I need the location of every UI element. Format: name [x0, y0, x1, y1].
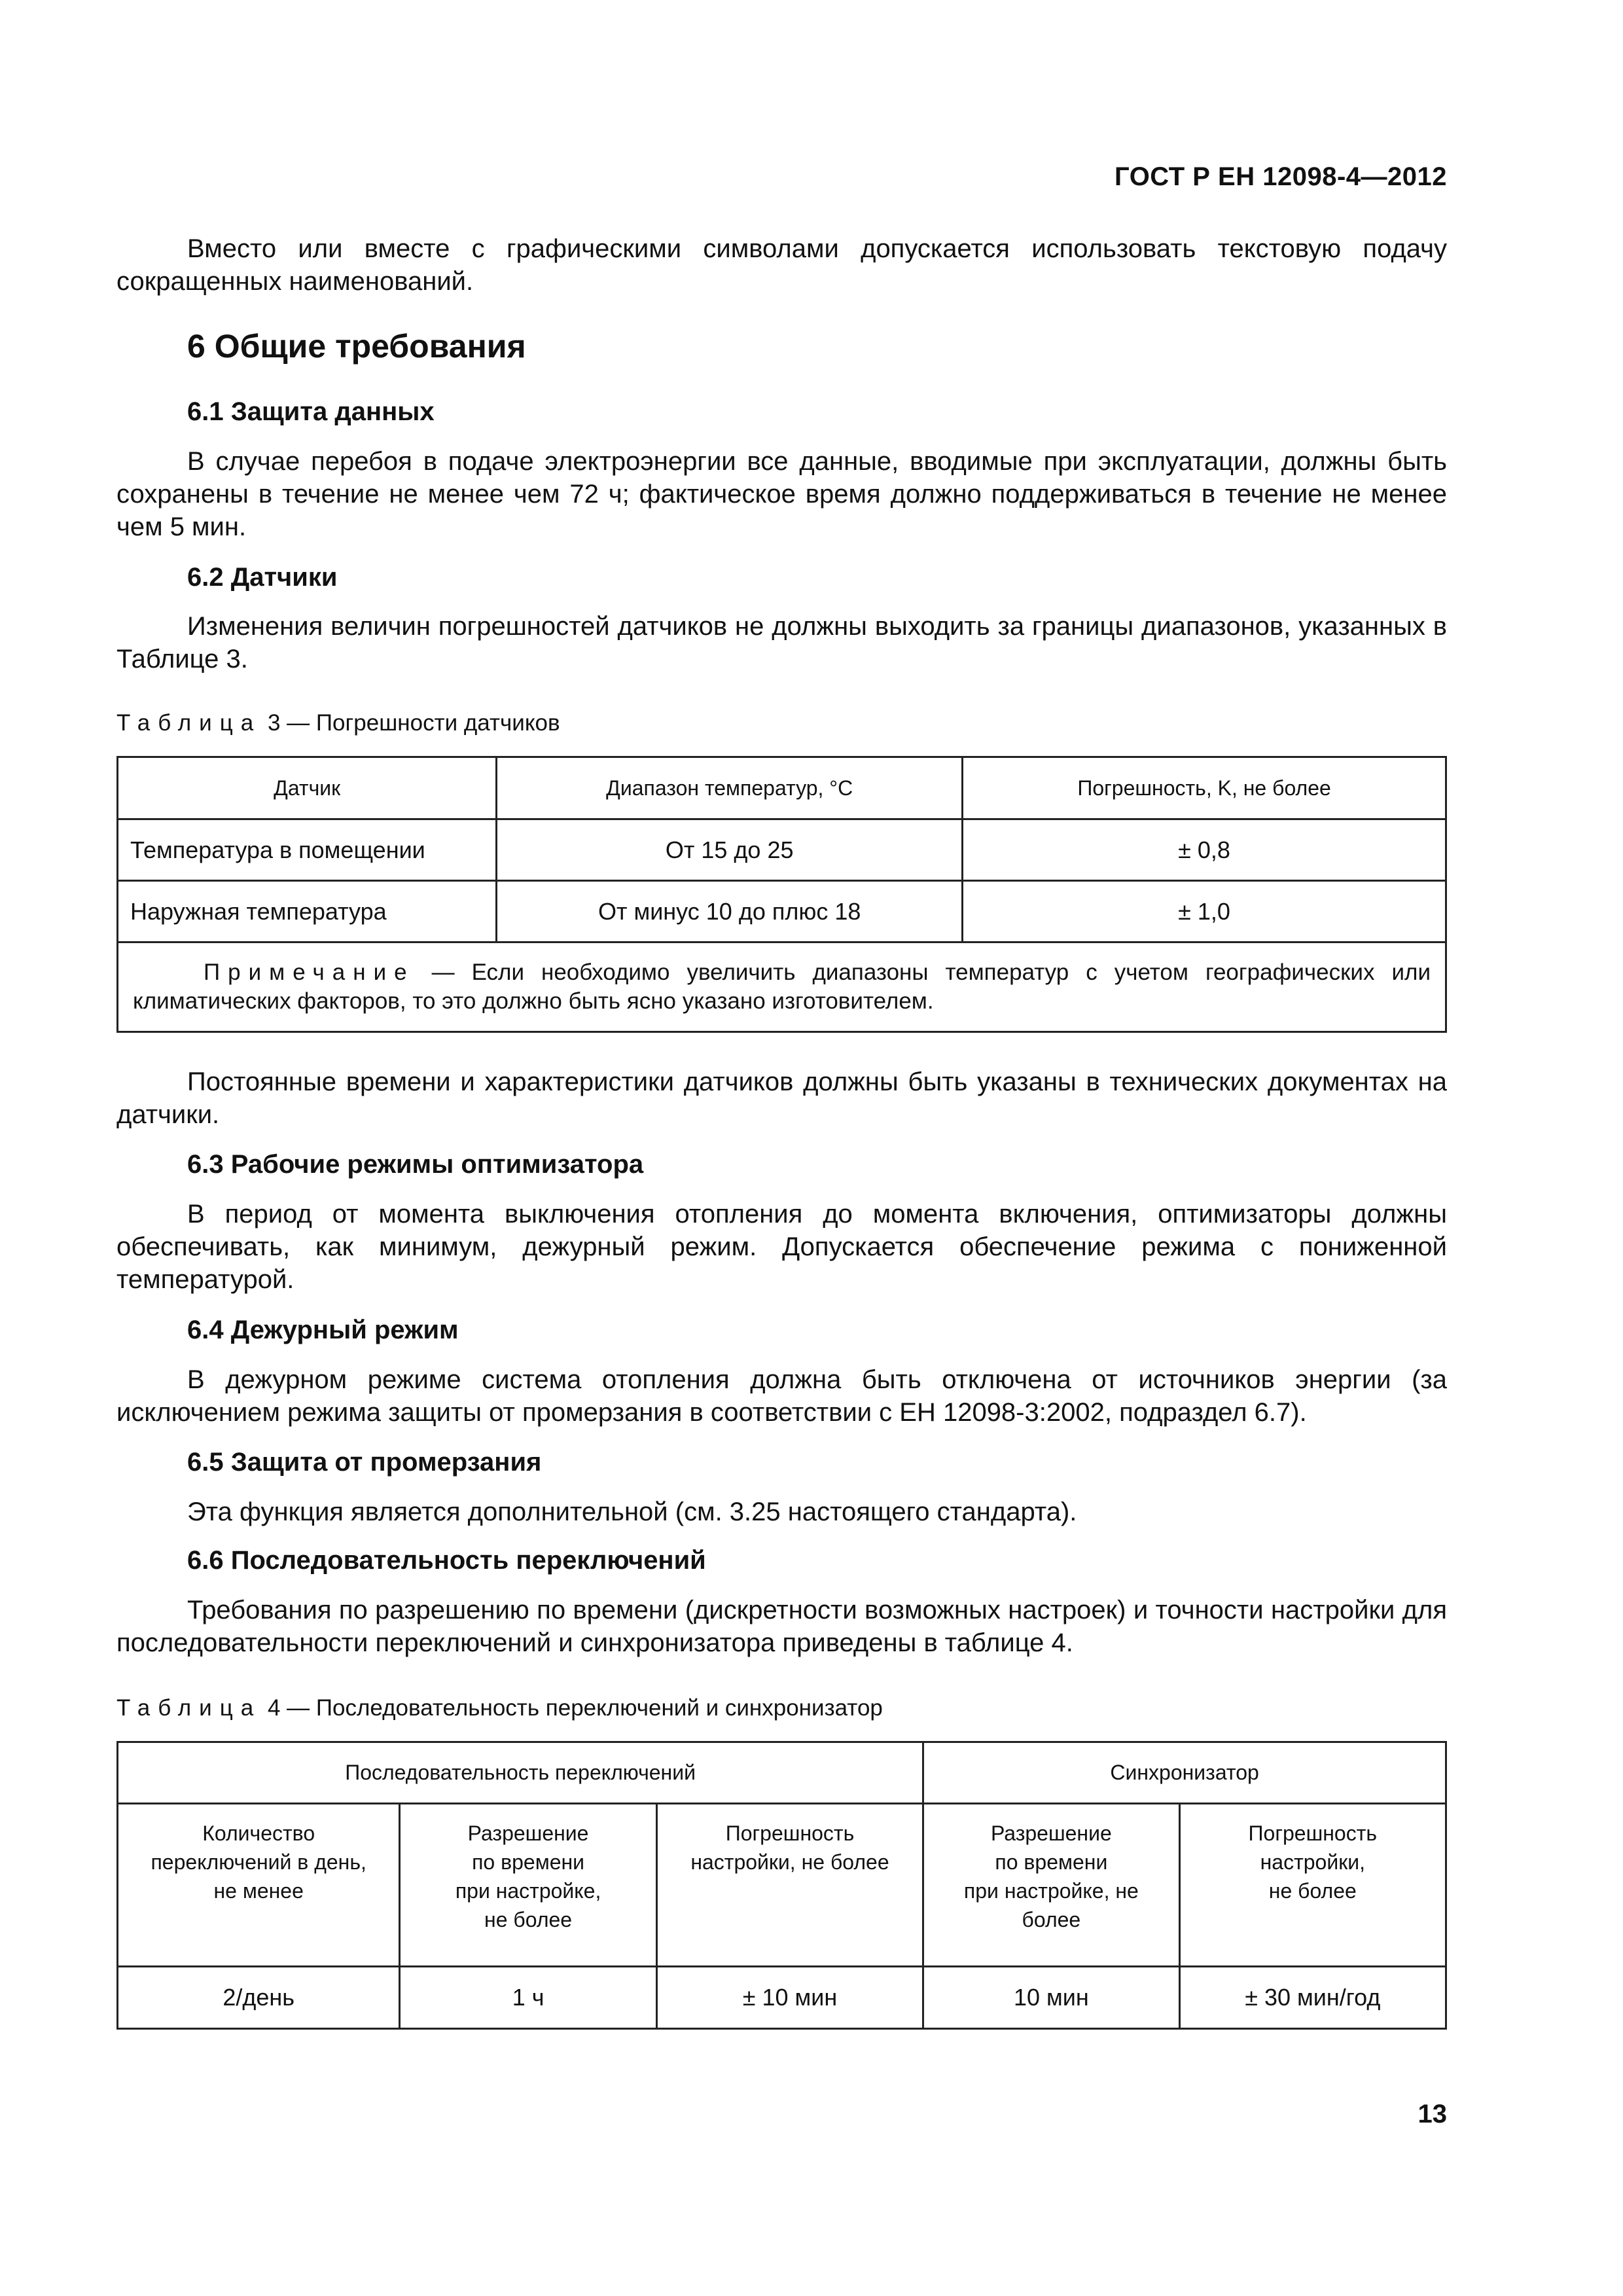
table-cell: 2/день	[118, 1967, 400, 2029]
table-3-caption	[116, 710, 560, 736]
table-4-sub-header: Разрешение по времени при настройке, не более	[923, 1804, 1179, 1967]
table-3-header-cell: Датчик	[118, 757, 497, 819]
section-6-6-title: 6.6 Последовательность переключений	[187, 1546, 706, 1575]
page-number: 13	[1418, 2100, 1447, 2128]
section-6-4-text: В дежурном режиме система отопления должна быть отключена от источников энергии (за исключением режима защиты от промерзания в соответствии с ЕН 12098-3:2002, подраздел 6.7).	[116, 1365, 1447, 1427]
document-number: ГОСТ Р ЕН 12098-4—2012	[1115, 162, 1447, 191]
table-4-sub-header: Погрешность настройки, не более	[656, 1804, 923, 1967]
table-cell: ± 30 мин/год	[1179, 1967, 1446, 2029]
table-row	[118, 881, 1446, 942]
section-6-4-title: 6.4 Дежурный режим	[187, 1316, 459, 1344]
table-cell: Температура в помещении	[118, 819, 497, 881]
table-cell: ± 10 мин	[656, 1967, 923, 2029]
table-4-caption-word: Таблица	[116, 1695, 262, 1721]
table-3-note-text: — Если необходимо увеличить диапазоны температур с учетом географических или климатических факторов, то это должно быть ясно указано изготовителем.	[133, 960, 1431, 1014]
table-3-header-cell: Диапазон температур, °C	[497, 757, 963, 819]
table-3-note	[118, 942, 1446, 1032]
section-6-5-title: 6.5 Защита от промерзания	[187, 1448, 542, 1477]
section-6-2-text: Изменения величин погрешностей датчиков не должны выходить за границы диапазонов, указанных в Таблице 3.	[116, 612, 1447, 673]
table-4-caption	[116, 1695, 883, 1721]
section-6-1-text: В случае перебоя в подаче электроэнергии все данные, вводимые при эксплуатации, должны быть сохранены в течение не менее чем 72 ч; фактическое время должно поддерживаться в течение не менее чем 5 мин.	[116, 447, 1447, 541]
table-4-sub-header-row	[118, 1804, 1446, 1967]
table-4-sub-header: Разрешение по времени при настройке, не более	[400, 1804, 656, 1967]
section-6-6-text: Требования по разрешению по времени (дискретности возможных настроек) и точности настройки для последовательности переключений и синхронизатора приведены в таблице 4.	[116, 1596, 1447, 1657]
table-3-note-row	[118, 942, 1446, 1032]
table-cell: От минус 10 до плюс 18	[497, 881, 963, 942]
table-4-sub-header: Количество переключений в день, не менее	[118, 1804, 400, 1967]
table-4	[116, 1741, 1447, 2030]
section-6-3-text: В период от момента выключения отопления до момента включения, оптимизаторы должны обеспечивать, как минимум, дежурный режим. Допускается обеспечение режима с пониженной температурой.	[116, 1200, 1447, 1294]
table-4-group-header-row	[118, 1742, 1446, 1804]
table-3-header-cell: Погрешность, K, не более	[963, 757, 1446, 819]
table-cell: ± 1,0	[963, 881, 1446, 942]
table-cell: 1 ч	[400, 1967, 656, 2029]
table-4-caption-rest: 4 — Последовательность переключений и синхронизатор	[267, 1695, 883, 1721]
table-cell: Наружная температура	[118, 881, 497, 942]
section-6-2-after-table: Постоянные времени и характеристики датчиков должны быть указаны в технических документах на датчики.	[116, 1067, 1447, 1129]
section-6-1-title: 6.1 Защита данных	[187, 397, 435, 426]
intro-paragraph: Вместо или вместе с графическими символами допускается использовать текстовую подачу сокращенных наименований.	[116, 234, 1447, 296]
section-6-3-title: 6.3 Рабочие режимы оптимизатора	[187, 1150, 644, 1179]
table-3	[116, 756, 1447, 1033]
table-4-group-header: Синхронизатор	[923, 1742, 1446, 1804]
table-cell: От 15 до 25	[497, 819, 963, 881]
table-row	[118, 819, 1446, 881]
table-row	[118, 1967, 1446, 2029]
section-6-2-title: 6.2 Датчики	[187, 563, 338, 592]
table-3-caption-word: Таблица	[116, 710, 262, 736]
table-4-group-header: Последовательность переключений	[118, 1742, 923, 1804]
section-6-title: 6 Общие требования	[187, 328, 526, 365]
table-3-header-row	[118, 757, 1446, 819]
table-3-note-word: Примечание	[204, 960, 415, 985]
table-cell: ± 0,8	[963, 819, 1446, 881]
table-4-sub-header: Погрешность настройки, не более	[1179, 1804, 1446, 1967]
table-3-caption-rest: 3 — Погрешности датчиков	[267, 710, 560, 736]
table-cell: 10 мин	[923, 1967, 1179, 2029]
section-6-5-text: Эта функция является дополнительной (см. 3.25 настоящего стандарта).	[187, 1498, 1077, 1526]
